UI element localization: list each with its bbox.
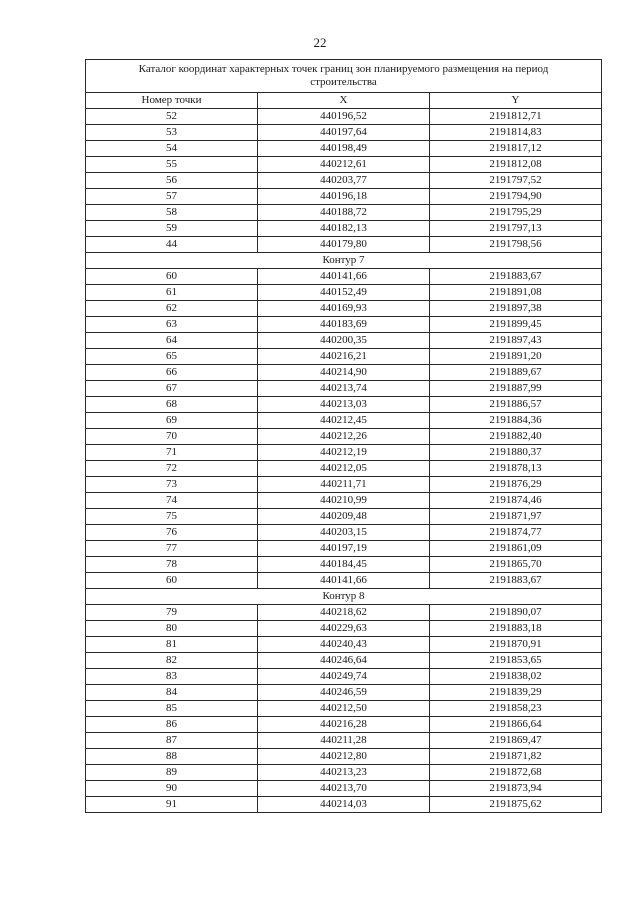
point-number-cell: 72	[86, 461, 258, 477]
table-row	[86, 765, 602, 781]
x-coordinate-cell: 440196,18	[258, 189, 430, 205]
x-coordinate-cell: 440179,80	[258, 237, 430, 253]
y-coordinate-cell: 2191883,67	[430, 573, 602, 589]
y-coordinate-cell: 2191853,65	[430, 653, 602, 669]
y-coordinate-cell: 2191887,99	[430, 381, 602, 397]
table-row	[86, 781, 602, 797]
table-row	[86, 333, 602, 349]
table-row	[86, 477, 602, 493]
point-number-cell: 67	[86, 381, 258, 397]
table-row	[86, 349, 602, 365]
table-row	[86, 173, 602, 189]
y-coordinate-cell: 2191870,91	[430, 637, 602, 653]
table-row	[86, 557, 602, 573]
y-coordinate-cell: 2191897,38	[430, 301, 602, 317]
point-number-cell: 53	[86, 125, 258, 141]
table-row	[86, 717, 602, 733]
table-row	[86, 189, 602, 205]
x-coordinate-cell: 440183,69	[258, 317, 430, 333]
table-row	[86, 733, 602, 749]
section-row	[86, 589, 602, 605]
y-coordinate-cell: 2191871,97	[430, 509, 602, 525]
point-number-cell: 74	[86, 493, 258, 509]
table-row	[86, 653, 602, 669]
y-coordinate-cell: 2191817,12	[430, 141, 602, 157]
point-number-cell: 80	[86, 621, 258, 637]
y-coordinate-cell: 2191899,45	[430, 317, 602, 333]
table-row	[86, 573, 602, 589]
y-coordinate-cell: 2191875,62	[430, 797, 602, 813]
section-title: Контур 8	[86, 589, 602, 605]
point-number-cell: 77	[86, 541, 258, 557]
y-coordinate-cell: 2191880,37	[430, 445, 602, 461]
table-row	[86, 797, 602, 813]
table-row	[86, 429, 602, 445]
y-coordinate-cell: 2191794,90	[430, 189, 602, 205]
x-coordinate-cell: 440152,49	[258, 285, 430, 301]
x-coordinate-cell: 440249,74	[258, 669, 430, 685]
table-caption-row	[86, 60, 602, 93]
point-number-cell: 88	[86, 749, 258, 765]
x-coordinate-cell: 440246,64	[258, 653, 430, 669]
x-coordinate-cell: 440203,15	[258, 525, 430, 541]
section-title: Контур 7	[86, 253, 602, 269]
y-coordinate-cell: 2191876,29	[430, 477, 602, 493]
x-coordinate-cell: 440211,28	[258, 733, 430, 749]
y-coordinate-cell: 2191889,67	[430, 365, 602, 381]
point-number-cell: 61	[86, 285, 258, 301]
y-coordinate-cell: 2191797,13	[430, 221, 602, 237]
x-coordinate-cell: 440184,45	[258, 557, 430, 573]
table-row	[86, 397, 602, 413]
table-row	[86, 509, 602, 525]
y-coordinate-cell: 2191869,47	[430, 733, 602, 749]
y-coordinate-cell: 2191866,64	[430, 717, 602, 733]
x-coordinate-cell: 440210,99	[258, 493, 430, 509]
point-number-cell: 87	[86, 733, 258, 749]
table-row	[86, 365, 602, 381]
table-body	[86, 109, 602, 813]
point-number-cell: 84	[86, 685, 258, 701]
x-coordinate-cell: 440218,62	[258, 605, 430, 621]
y-coordinate-cell: 2191886,57	[430, 397, 602, 413]
x-coordinate-cell: 440213,74	[258, 381, 430, 397]
table-row	[86, 493, 602, 509]
table-row	[86, 413, 602, 429]
section-row	[86, 253, 602, 269]
x-coordinate-cell: 440216,21	[258, 349, 430, 365]
point-number-cell: 57	[86, 189, 258, 205]
y-coordinate-cell: 2191874,46	[430, 493, 602, 509]
y-coordinate-cell: 2191873,94	[430, 781, 602, 797]
page-number: 22	[313, 35, 327, 50]
table-row	[86, 541, 602, 557]
table-row	[86, 237, 602, 253]
x-coordinate-cell: 440216,28	[258, 717, 430, 733]
point-number-cell: 71	[86, 445, 258, 461]
y-coordinate-cell: 2191812,08	[430, 157, 602, 173]
y-coordinate-cell: 2191883,67	[430, 269, 602, 285]
point-number-cell: 86	[86, 717, 258, 733]
header-point-number: Номер точки	[86, 93, 258, 109]
y-coordinate-cell: 2191861,09	[430, 541, 602, 557]
point-number-cell: 60	[86, 573, 258, 589]
table-row	[86, 301, 602, 317]
x-coordinate-cell: 440213,70	[258, 781, 430, 797]
x-coordinate-cell: 440212,19	[258, 445, 430, 461]
y-coordinate-cell: 2191883,18	[430, 621, 602, 637]
point-number-cell: 63	[86, 317, 258, 333]
point-number-cell: 83	[86, 669, 258, 685]
point-number-cell: 65	[86, 349, 258, 365]
table-row	[86, 669, 602, 685]
x-coordinate-cell: 440240,43	[258, 637, 430, 653]
y-coordinate-cell: 2191878,13	[430, 461, 602, 477]
point-number-cell: 89	[86, 765, 258, 781]
x-coordinate-cell: 440212,45	[258, 413, 430, 429]
x-coordinate-cell: 440212,61	[258, 157, 430, 173]
x-coordinate-cell: 440198,49	[258, 141, 430, 157]
table-row	[86, 381, 602, 397]
y-coordinate-cell: 2191858,23	[430, 701, 602, 717]
point-number-cell: 58	[86, 205, 258, 221]
y-coordinate-cell: 2191812,71	[430, 109, 602, 125]
x-coordinate-cell: 440214,03	[258, 797, 430, 813]
point-number-cell: 44	[86, 237, 258, 253]
y-coordinate-cell: 2191882,40	[430, 429, 602, 445]
y-coordinate-cell: 2191872,68	[430, 765, 602, 781]
point-number-cell: 90	[86, 781, 258, 797]
y-coordinate-cell: 2191874,77	[430, 525, 602, 541]
table-row	[86, 637, 602, 653]
table-row	[86, 445, 602, 461]
point-number-cell: 56	[86, 173, 258, 189]
x-coordinate-cell: 440200,35	[258, 333, 430, 349]
table-row	[86, 269, 602, 285]
y-coordinate-cell: 2191798,56	[430, 237, 602, 253]
x-coordinate-cell: 440196,52	[258, 109, 430, 125]
x-coordinate-cell: 440229,63	[258, 621, 430, 637]
table-row	[86, 701, 602, 717]
point-number-cell: 73	[86, 477, 258, 493]
point-number-cell: 76	[86, 525, 258, 541]
point-number-cell: 59	[86, 221, 258, 237]
y-coordinate-cell: 2191797,52	[430, 173, 602, 189]
header-y: Y	[430, 93, 602, 109]
table-row	[86, 685, 602, 701]
point-number-cell: 68	[86, 397, 258, 413]
x-coordinate-cell: 440213,23	[258, 765, 430, 781]
coordinates-table	[85, 59, 602, 813]
x-coordinate-cell: 440141,66	[258, 573, 430, 589]
x-coordinate-cell: 440169,93	[258, 301, 430, 317]
table-row	[86, 605, 602, 621]
point-number-cell: 79	[86, 605, 258, 621]
table-row	[86, 621, 602, 637]
y-coordinate-cell: 2191890,07	[430, 605, 602, 621]
table-row	[86, 749, 602, 765]
table-row	[86, 317, 602, 333]
point-number-cell: 70	[86, 429, 258, 445]
point-number-cell: 64	[86, 333, 258, 349]
point-number-cell: 55	[86, 157, 258, 173]
x-coordinate-cell: 440212,05	[258, 461, 430, 477]
header-x: X	[258, 93, 430, 109]
table-row	[86, 125, 602, 141]
table-row	[86, 205, 602, 221]
y-coordinate-cell: 2191891,08	[430, 285, 602, 301]
table-header-row	[86, 93, 602, 109]
y-coordinate-cell: 2191891,20	[430, 349, 602, 365]
x-coordinate-cell: 440197,64	[258, 125, 430, 141]
table-row	[86, 285, 602, 301]
point-number-cell: 91	[86, 797, 258, 813]
x-coordinate-cell: 440246,59	[258, 685, 430, 701]
x-coordinate-cell: 440212,26	[258, 429, 430, 445]
y-coordinate-cell: 2191795,29	[430, 205, 602, 221]
point-number-cell: 60	[86, 269, 258, 285]
table-row	[86, 141, 602, 157]
table-caption: Каталог координат характерных точек границ зон планируемого размещения на период строительства	[86, 60, 602, 93]
x-coordinate-cell: 440213,03	[258, 397, 430, 413]
y-coordinate-cell: 2191871,82	[430, 749, 602, 765]
x-coordinate-cell: 440209,48	[258, 509, 430, 525]
point-number-cell: 82	[86, 653, 258, 669]
point-number-cell: 69	[86, 413, 258, 429]
y-coordinate-cell: 2191865,70	[430, 557, 602, 573]
y-coordinate-cell: 2191838,02	[430, 669, 602, 685]
point-number-cell: 62	[86, 301, 258, 317]
table-row	[86, 109, 602, 125]
x-coordinate-cell: 440203,77	[258, 173, 430, 189]
point-number-cell: 81	[86, 637, 258, 653]
x-coordinate-cell: 440197,19	[258, 541, 430, 557]
table-row	[86, 221, 602, 237]
y-coordinate-cell: 2191884,36	[430, 413, 602, 429]
point-number-cell: 52	[86, 109, 258, 125]
point-number-cell: 85	[86, 701, 258, 717]
x-coordinate-cell: 440211,71	[258, 477, 430, 493]
table-row	[86, 461, 602, 477]
x-coordinate-cell: 440212,80	[258, 749, 430, 765]
point-number-cell: 66	[86, 365, 258, 381]
y-coordinate-cell: 2191814,83	[430, 125, 602, 141]
x-coordinate-cell: 440182,13	[258, 221, 430, 237]
x-coordinate-cell: 440214,90	[258, 365, 430, 381]
x-coordinate-cell: 440141,66	[258, 269, 430, 285]
point-number-cell: 75	[86, 509, 258, 525]
x-coordinate-cell: 440188,72	[258, 205, 430, 221]
y-coordinate-cell: 2191839,29	[430, 685, 602, 701]
point-number-cell: 78	[86, 557, 258, 573]
point-number-cell: 54	[86, 141, 258, 157]
table-row	[86, 525, 602, 541]
y-coordinate-cell: 2191897,43	[430, 333, 602, 349]
x-coordinate-cell: 440212,50	[258, 701, 430, 717]
table-row	[86, 157, 602, 173]
